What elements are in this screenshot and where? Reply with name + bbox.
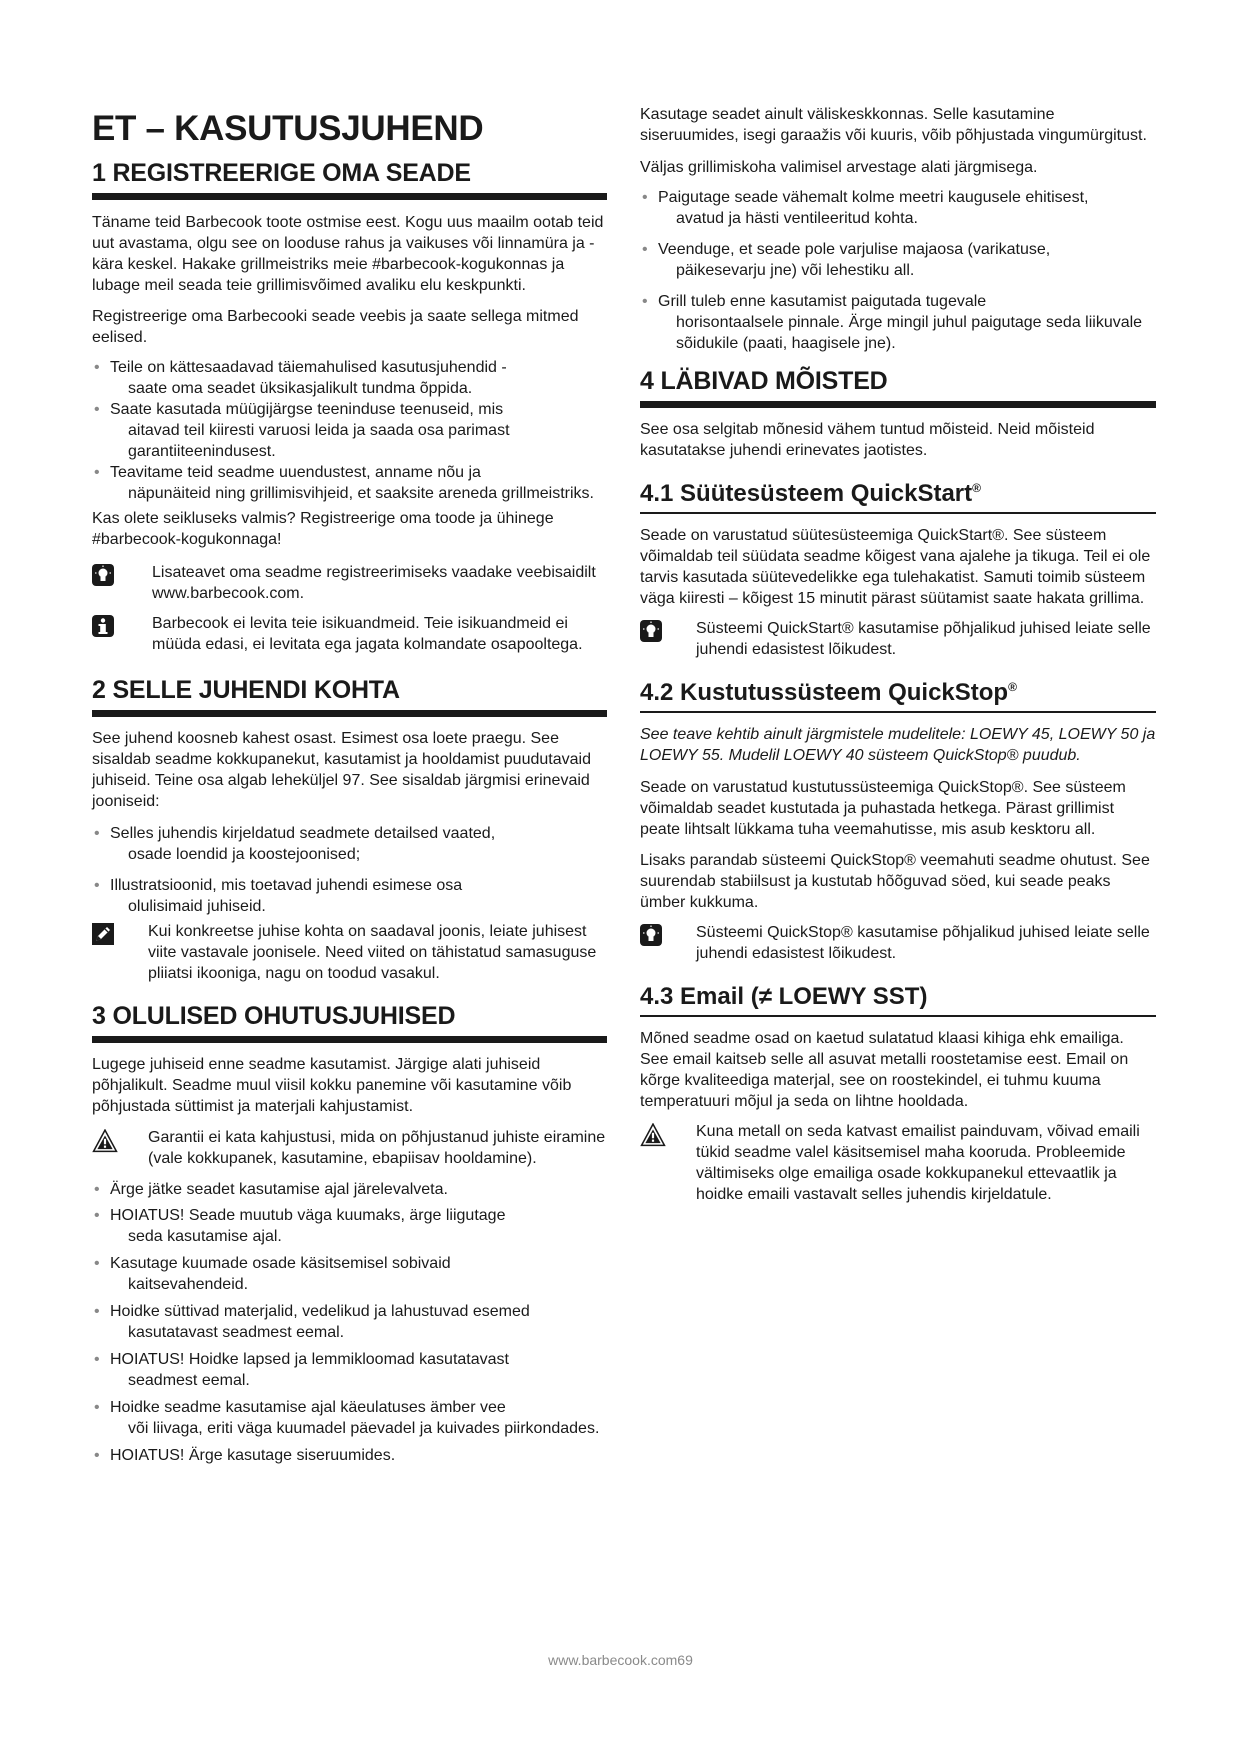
- r-location-list: [640, 187, 1156, 354]
- section-3-heading: 3 OLULISED OHUTUSJUHISED: [92, 1001, 607, 1043]
- warning-icon: [640, 1123, 666, 1147]
- warning-note: Garantii ei kata kahjustusi, mida on põhjustanud juhiste eiramine (vale kokkupanek, kasutamine, ebapiisav hooldamine).: [92, 1127, 607, 1169]
- section-4-2-heading: 4.2 Kustutussüsteem QuickStop®: [640, 678, 1156, 713]
- s2-figure-list: [92, 823, 607, 917]
- list-item: • HOIATUS! Hoidke lapsed ja lemmikloomad kasutatavast seadmest eemal.: [92, 1349, 607, 1391]
- lightbulb-icon: [640, 924, 662, 946]
- r-paragraph-1: Kasutage seadet ainult väliskeskkonnas. Selle kasutamine siseruumides, isegi garaažis või kuuris, võib põhjustada vingumürgitust.: [640, 106, 1147, 144]
- tip-note: Lisateavet oma seadme registreerimiseks vaadake veebisaidilt www.barbecook.com.: [92, 562, 607, 604]
- section-4-1-heading: 4.1 Süütesüsteem QuickStart®: [640, 479, 1156, 514]
- list-item: • Grill tuleb enne kasutamist paigutada tugevale horisontaalsele pinnale. Ärge mingil juhul paigutage seda liikuvale sõidukile (paati, haagisele jne).: [640, 291, 1156, 354]
- list-item: • Hoidke seadme kasutamise ajal käeulatuses ämber vee või liivaga, eriti väga kuumadel päevadel ja kuivades piirkondades.: [92, 1397, 607, 1439]
- info-note: Barbecook ei levita teie isikuandmeid. Teie isikuandmeid ei müüda edasi, ei levitata ega jagata kolmandate osapooltega.: [92, 613, 607, 655]
- list-item: • Hoidke süttivad materjalid, vedelikud ja lahustuvad esemed kasutatavast seadmest eemal.: [92, 1301, 607, 1343]
- lightbulb-icon: [92, 564, 114, 586]
- page-title: ET – KASUTUSJUHEND: [92, 109, 484, 148]
- list-item: • HOIATUS! Seade muutub väga kuumaks, ärge liigutage seda kasutamise ajal.: [92, 1205, 607, 1247]
- section-4-3-heading: 4.3 Email (≠ LOEWY SST): [640, 982, 1156, 1017]
- s4-paragraph-1: See osa selgitab mõnesid vähem tuntud mõisteid. Neid mõisteid kasutatakse juhendi erinevates jaotistes.: [640, 421, 1095, 459]
- s3-safety-list: [92, 1179, 607, 1466]
- s43-paragraph: Mõned seadme osad on kaetud sulatatud klaasi kihiga ehk emailiga. See email kaitseb selle all asuvat metalli roostetamise eest. Email on kõrge kvaliteediga materjal, see on roostekindel, ei tuhmu kuuma temperatuuri mõjul ja seda on lihtne hooldada.: [640, 1030, 1129, 1110]
- s3-paragraph-1: Lugege juhiseid enne seadme kasutamist. Järgige alati juhiseid põhjalikult. Seadme muul viisil kokku panemine või kasutamine võib põhjustada süttimist ja materjali kahjustamist.: [92, 1056, 572, 1115]
- list-item: • HOIATUS! Ärge kasutage siseruumides.: [92, 1445, 607, 1466]
- warning-icon: [92, 1129, 118, 1153]
- list-item: • Teile on kättesaadavad täiemahulised kasutusjuhendid - saate oma seadet üksikasjalikult tundma õppida.: [92, 357, 607, 399]
- page-footer: www.barbecook.com69: [548, 1652, 693, 1668]
- s1-paragraph-3: Kas olete seikluseks valmis? Registreerige oma toode ja ühinege #barbecook-kogukonnaga!: [92, 510, 554, 548]
- s1-paragraph-2: Registreerige oma Barbecooki seade veebis ja saate sellega mitmed eelised.: [92, 308, 579, 346]
- s42-italic-note: See teave kehtib ainult järgmistele mudelitele: LOEWY 45, LOEWY 50 ja LOEWY 55. Mudelil LOEWY 40 süsteem QuickStop® puudub.: [640, 726, 1156, 764]
- info-icon: [92, 615, 114, 637]
- list-item: • Paigutage seade vähemalt kolme meetri kaugusele ehitisest, avatud ja hästi ventileeritud kohta.: [640, 187, 1156, 229]
- pencil-note: Kui konkreetse juhise kohta on saadaval joonis, leiate juhisest viite vastavale joonisele. Need viited on tähistatud samasuguse pliiatsi ikooniga, nagu on toodud vasakul.: [92, 921, 607, 984]
- s42-paragraph-1: Seade on varustatud kustutussüsteemiga QuickStop®. See süsteem võimaldab seadet kustutada ja puhastada hetkega. Pärast grillimist peate lihtsalt lükkama tuha veemahutisse, mis asub kesktoru all.: [640, 779, 1126, 838]
- list-item: • Selles juhendis kirjeldatud seadmete detailsed vaated, osade loendid ja koostejoonised;: [92, 823, 607, 865]
- list-item: • Teavitame teid seadme uuendustest, anname nõu ja näpunäiteid ning grillimisvihjeid, et saaksite areneda grillmeistriks.: [92, 462, 607, 504]
- list-item: • Kasutage kuumade osade käsitsemisel sobivaid kaitsevahendeid.: [92, 1253, 607, 1295]
- section-1-heading: 1 REGISTREERIGE OMA SEADE: [92, 158, 607, 200]
- s1-paragraph-1: Täname teid Barbecook toote ostmise eest. Kogu uus maailm ootab teid uut avastama, olgu see on looduse rahus ja vaikuses või linnamüra ja -kära keskel. Hakake grillmeistriks meie #barbecook-kogukonnas ja lubage meil seada teie grillimisvõimed avaliku elu keskpunkti.: [92, 214, 604, 294]
- s2-paragraph-1: See juhend koosneb kahest osast. Esimest osa loete praegu. See sisaldab seadme kokkupanekut, kasutamist ja hooldamist puudutavaid juhiseid. Teine osa algab leheküljel 97. See sisaldab järgmisi erinevaid jooniseid:: [92, 730, 591, 810]
- enamel-warning-note: Kuna metall on seda katvast emailist painduvam, võivad emaili tükid seadme valel käsitsemisel maha kooruda. Probleemide vältimiseks olge emailiga osade kokkupanekul ettevaatlik ja hoidke emaili vastavalt selles juhendis kirjeldatule.: [640, 1121, 1156, 1205]
- s42-paragraph-2: Lisaks parandab süsteemi QuickStop® veemahuti seadme ohutust. See suurendab stabiilsust ja kustutab hõõguvad söed, kui seade peaks ümber kukkuma.: [640, 852, 1150, 911]
- list-item: • Veenduge, et seade pole varjulise majaosa (varikatuse, päikesevarju jne) või lehestiku all.: [640, 239, 1156, 281]
- s41-paragraph: Seade on varustatud süütesüsteemiga QuickStart®. See süsteem võimaldab teil süüdata seadme kõigest vana ajalehe ja tikuga. Teil ei ole tarvis kasutada süütevedelikke ega tulehakatist. Samuti toimib süsteem väga kiiresti – kõigest 15 minutit pärast süütamist saate hakata grillima.: [640, 527, 1151, 607]
- quickstop-tip-note: Süsteemi QuickStop® kasutamise põhjalikud juhised leiate selle juhendi edasistest lõikudest.: [640, 922, 1156, 964]
- list-item: • Ärge jätke seadet kasutamise ajal järelevalveta.: [92, 1179, 607, 1200]
- section-2-heading: 2 SELLE JUHENDI KOHTA: [92, 675, 607, 717]
- pencil-icon: [92, 923, 114, 945]
- quickstart-tip-note: Süsteemi QuickStart® kasutamise põhjalikud juhised leiate selle juhendi edasistest lõikudest.: [640, 618, 1156, 660]
- section-4-heading: 4 LÄBIVAD MÕISTED: [640, 366, 1156, 408]
- list-item: • Illustratsioonid, mis toetavad juhendi esimese osa olulisimaid juhiseid.: [92, 875, 607, 917]
- r-paragraph-2: Väljas grillimiskoha valimisel arvestage alati järgmisega.: [640, 159, 1038, 176]
- lightbulb-icon: [640, 620, 662, 642]
- list-item: • Saate kasutada müügijärgse teeninduse teenuseid, mis aitavad teil kiiresti varuosi leida ja saada osa parimast garantiiteenindusest.: [92, 399, 607, 462]
- s1-benefit-list: [92, 357, 607, 504]
